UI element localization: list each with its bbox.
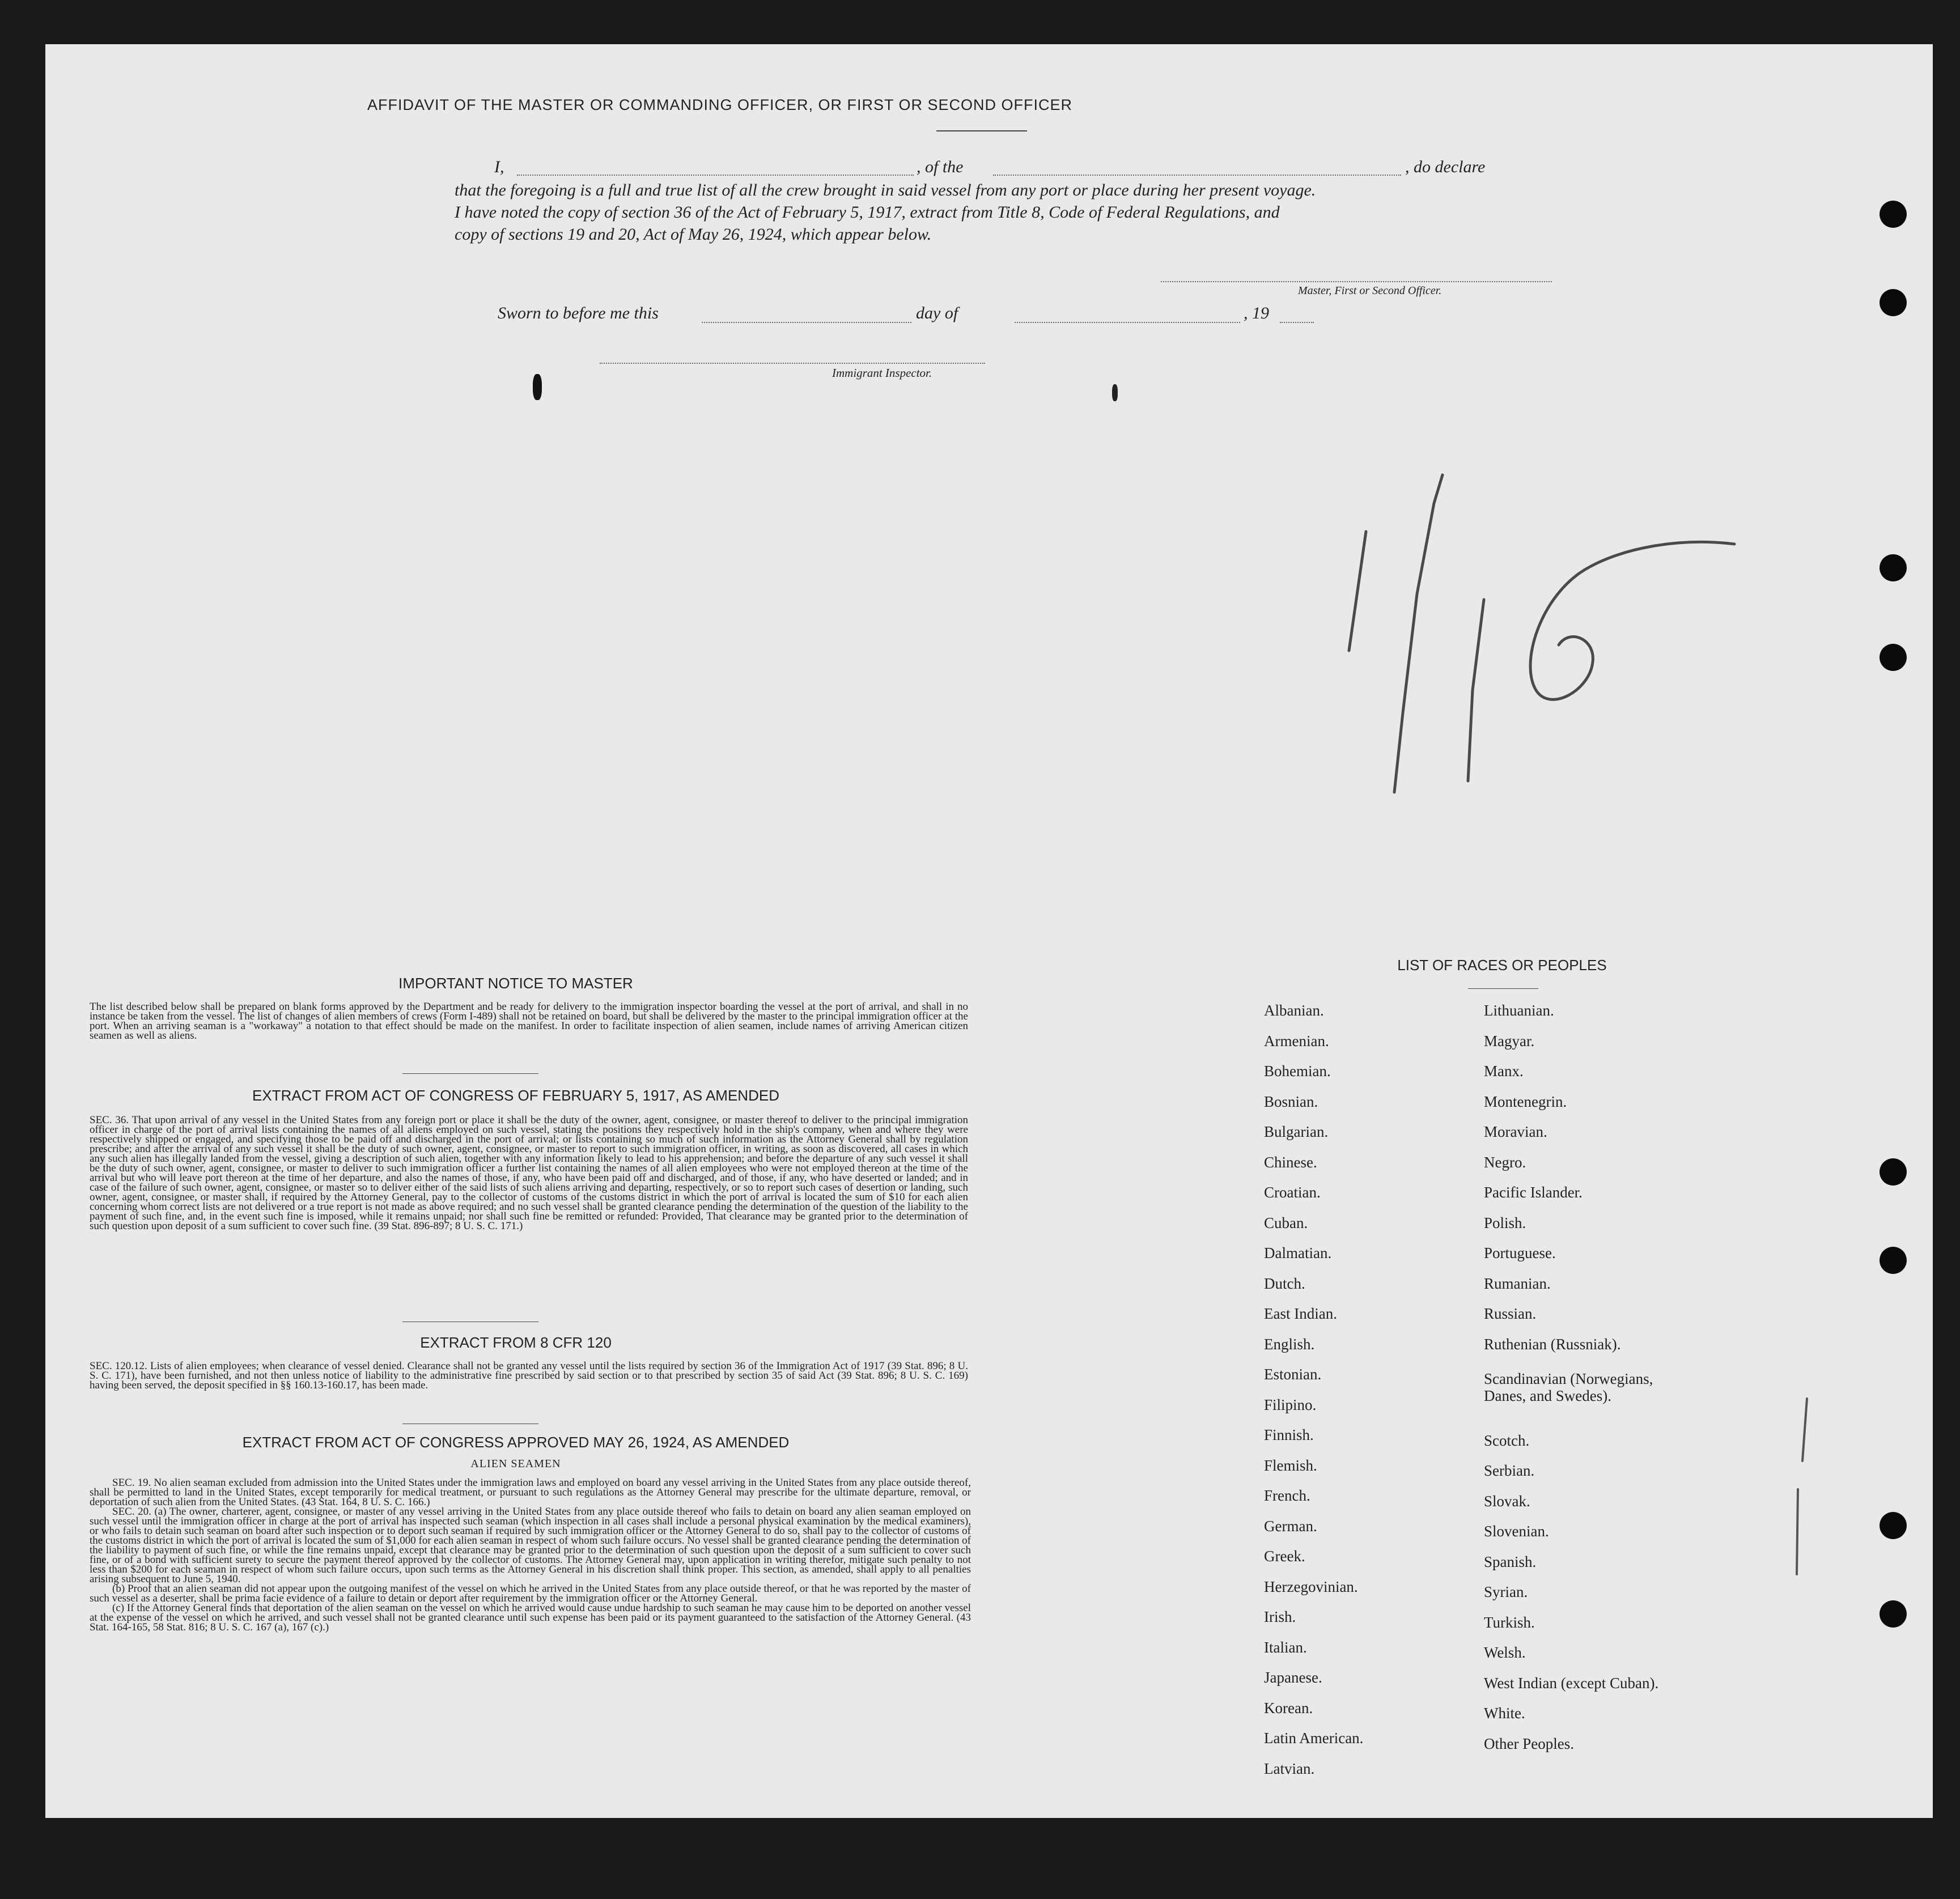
race-item: Latvian. <box>1264 1760 1315 1777</box>
pencil-stroke <box>1394 475 1443 792</box>
ink-mark <box>533 374 542 400</box>
binder-hole <box>1880 554 1907 581</box>
race-item: Other Peoples. <box>1484 1735 1574 1752</box>
affidavit-of-the: , of the <box>917 158 964 176</box>
race-item: Dalmatian. <box>1264 1244 1332 1261</box>
race-item: Bohemian. <box>1264 1063 1331 1080</box>
day-of-label: day of <box>916 304 958 322</box>
notice-title: IMPORTANT NOTICE TO MASTER <box>398 975 633 992</box>
race-item: East Indian. <box>1264 1305 1337 1322</box>
pencil-stroke <box>1468 600 1484 781</box>
race-item: Pacific Islander. <box>1484 1184 1583 1201</box>
affidavit-line-1 <box>494 158 1560 180</box>
race-item: Chinese. <box>1264 1153 1317 1171</box>
inspector-caption: Immigrant Inspector. <box>832 366 932 380</box>
master-caption: Master, First or Second Officer. <box>1298 284 1442 297</box>
race-item: Rumanian. <box>1484 1275 1551 1292</box>
sec-20b: (b) Proof that an alien seaman did not appear upon the outgoing manifest of the vessel on which he arrived in the United States from any place outside thereof, or that he was reported by the master of such vessel as a deserter, shall be prima facie evidence of a failure to detain or deport after requirement by the immigration officer or the Attorney General. <box>90 1583 971 1604</box>
race-item: Ruthenian (Russniak). <box>1484 1335 1621 1353</box>
race-item: White. <box>1484 1705 1525 1722</box>
race-item: English. <box>1264 1335 1315 1353</box>
race-item: Serbian. <box>1484 1462 1535 1480</box>
race-item: Armenian. <box>1264 1032 1329 1050</box>
race-item: Russian. <box>1484 1305 1537 1322</box>
race-item: Welsh. <box>1484 1644 1526 1662</box>
extract-1917-title: EXTRACT FROM ACT OF CONGRESS OF FEBRUARY 5, 1917, AS AMENDED <box>252 1087 779 1104</box>
binder-hole <box>1880 1247 1907 1274</box>
extract-1924-body <box>90 1478 971 1632</box>
race-item: Moravian. <box>1484 1123 1547 1140</box>
title-divider <box>936 130 1027 131</box>
sec-19: SEC. 19. No alien seaman excluded from admission into the United States under the immigration laws and employed on board any vessel arriving in the United States from any place outside thereof, shall be permitted to land in the United States, except temporarily for medical treatment, or pursuant to such regulations as the Attorney General may prescribe for the ultimate departure, removal, or deportation of such alien from the United States. (43 Stat. 164, 8 U. S. C. 166.) <box>90 1477 971 1508</box>
binder-hole <box>1880 289 1907 316</box>
inspector-signature-line <box>600 363 985 364</box>
pencil-stroke <box>1530 542 1734 700</box>
race-item: Greek. <box>1264 1548 1305 1565</box>
race-item: Magyar. <box>1484 1032 1535 1050</box>
sworn-day-blank <box>702 322 911 323</box>
race-item: Japanese. <box>1264 1669 1322 1686</box>
race-item: Albanian. <box>1264 1002 1324 1019</box>
race-item: West Indian (except Cuban). <box>1484 1674 1659 1692</box>
races-divider <box>1468 988 1538 989</box>
race-item: Finnish. <box>1264 1426 1314 1443</box>
race-item: French. <box>1264 1487 1310 1504</box>
race-item: Bulgarian. <box>1264 1123 1329 1140</box>
notice-body: The list described below shall be prepared on blank forms approved by the Department and be ready for delivery to the immigration inspector boarding the vessel at the port of arrival, and shall in no instance be taken from the vessel. The list of changes of alien members of crews (Form I-489) shall not be retained on board, but shall be delivered by the master to the principal immigration officer at the port. When an arriving seaman is a "workaway" a notation to that effect should be made on the manifest. In order to facilitate inspection of alien seamen, include names of arriving American citizen seamen as well as aliens. <box>90 1001 968 1042</box>
race-item: Flemish. <box>1264 1456 1317 1474</box>
race-item: Croatian. <box>1264 1184 1321 1201</box>
vessel-blank <box>993 175 1401 176</box>
sworn-label: Sworn to before me this <box>498 304 659 322</box>
handwritten-notation <box>1281 396 1791 906</box>
race-item: Negro. <box>1484 1153 1526 1171</box>
name-blank <box>517 175 914 176</box>
affidavit-line-3: I have noted the copy of section 36 of the Act of February 5, 1917, extract from Title 8, Code of Federal Regulations, and <box>455 203 1280 222</box>
race-item: Bosnian. <box>1264 1093 1318 1110</box>
binder-hole <box>1880 1600 1907 1628</box>
race-item: Italian. <box>1264 1638 1307 1656</box>
race-item: Montenegrin. <box>1484 1093 1567 1110</box>
master-signature-line <box>1161 281 1552 282</box>
race-item: Irish. <box>1264 1608 1296 1625</box>
race-item: Scandinavian (Norwegians, Danes, and Swedes). <box>1484 1370 1653 1404</box>
extract-cfr-body: SEC. 120.12. Lists of alien employees; when clearance of vessel denied. Clearance shall not be granted any vessel until the lists required by section 36 of the Immigration Act of 1917 (39 Stat. 896; 8 U. S. C. 171), have been furnished, and not then unless notice of liability to the administrative fine prescribed by said section or to that prescribed by section 35 of said Act (39 Stat. 896; 8 U. S. C. 169) having been served, the deposit specified in §§ 160.13-160.17, has been made. <box>90 1360 968 1391</box>
year-label: , 19 <box>1244 304 1269 322</box>
sec-20a: SEC. 20. (a) The owner, charterer, agent, consignee, or master of any vessel arriving in the United States from any place outside thereof who fails to detain on board any alien seaman employed on such vessel until the immigration officer in charge at the port of arrival has inspected such seaman (which inspection in all cases shall include a personal physical examination by the medical examiners), or who fails to detain such seaman on board after such inspection or to deport such seaman if required by such immigration officer or the Attorney General to do so, shall pay to the collector of customs of the customs district in which the port of arrival is located the sum of $1,000 for each alien seaman in respect of whom such failure occurs. No vessel shall be granted clearance pending the determination of the liability to payment of such fine, or while the fine remains unpaid, except that clearance may be granted prior to the determination of such question upon the deposit of a sum sufficient to cover such fine, or of a bond with sufficient surety to secure the payment thereof approved by the collector of customs. The Attorney General may, upon application in writing therefor, mitigate such penalty to not less than $200 for each seaman in respect of whom such failure occurs, upon such terms as the Attorney General in his discretion shall think proper. This section, as amended, shall apply to all penalties arising subsequent to June 5, 1940. <box>90 1506 971 1585</box>
race-item: Syrian. <box>1484 1583 1528 1601</box>
race-item: German. <box>1264 1517 1317 1535</box>
binder-hole <box>1880 644 1907 671</box>
binder-hole <box>1880 201 1907 228</box>
affidavit-title: AFFIDAVIT OF THE MASTER OR COMMANDING OFFICER, OR FIRST OR SECOND OFFICER <box>367 96 1073 113</box>
affidavit-do-declare: , do declare <box>1405 158 1486 176</box>
ink-mark <box>1112 384 1118 401</box>
margin-pencil-mark <box>1791 1393 1814 1586</box>
binder-hole <box>1880 1158 1907 1186</box>
sworn-month-blank <box>1015 322 1240 323</box>
race-item: Estonian. <box>1264 1366 1322 1383</box>
race-item: Scotch. <box>1484 1431 1530 1449</box>
affidavit-line-2: that the foregoing is a full and true list of all the crew brought in said vessel from any port or place during her present voyage. <box>455 181 1316 199</box>
race-item: Latin American. <box>1264 1730 1364 1747</box>
race-item: Portuguese. <box>1484 1244 1556 1261</box>
binder-hole <box>1880 1512 1907 1539</box>
pencil-stroke <box>1349 532 1366 651</box>
race-item: Manx. <box>1484 1063 1524 1080</box>
race-item: Polish. <box>1484 1214 1526 1231</box>
extract-1924-title: EXTRACT FROM ACT OF CONGRESS APPROVED MAY 26, 1924, AS AMENDED <box>242 1434 790 1451</box>
section-divider <box>402 1073 538 1074</box>
race-item: Slovenian. <box>1484 1523 1549 1540</box>
race-item: Dutch. <box>1264 1275 1305 1292</box>
races-title: LIST OF RACES OR PEOPLES <box>1397 957 1607 974</box>
extract-cfr-title: EXTRACT FROM 8 CFR 120 <box>420 1334 612 1351</box>
extract-1917-body: SEC. 36. That upon arrival of any vessel in the United States from any foreign port or place it shall be the duty of the owner, agent, consignee, or master thereof to deliver to the principal immigration officer in charge of the port of arrival lists containing the names of all aliens employed on such vessel, stating the positions they respectively hold in the ship's company, when and where they were respectively shipped or engaged, and specifying those to be paid off and discharged in the port of arrival; or lists containing so much of such information as the Attorney General shall by regulation prescribe; and after the arrival of any such vessel it shall be the duty of such owner, agent, consignee, or master to report to such immigration officer, in writing, as soon as discovered, all cases in which any such alien has illegally landed from the vessel, giving a description of such alien, together with any information likely to lead to his apprehension; and before the departure of any such vessel it shall be the duty of such owner, agent, consignee, or master to deliver to such immigration officer a further list containing the names of all alien employees who were not employed thereon at the time of the arrival but who will leave port thereon at the time of her departure, and also the names of those, if any, who have been paid off and discharged, and of those, if any, who have deserted or landed; and in case of the failure of such owner, agent, consignee, or master so to deliver either of the said lists of such aliens arriving and departing, respectively, or so to report such cases of desertion or landing, such owner, agent, consignee, or master shall, if required by the Attorney General, pay to the collector of customs of the customs district in which the port of arrival is located the sum of $10 for each alien concerning whom correct lists are not delivered or a true report is not made as above required; and no such vessel shall be granted clearance pending the determination of the question of the liability to the payment of such fine, and, in the event such fine is imposed, while it remains unpaid; nor shall such fine be remitted or refunded: Provided, That clearance may be granted prior to the determination of such question upon deposit of a sum sufficient to cover such fine. (39 Stat. 896-897; 8 U. S. C. 171.) <box>90 1114 968 1232</box>
race-item: Cuban. <box>1264 1214 1308 1231</box>
affidavit-i: I, <box>494 158 504 176</box>
race-item: Slovak. <box>1484 1492 1530 1510</box>
sec-20c: (c) If the Attorney General finds that deportation of the alien seaman on the vessel on which he arrived would cause undue hardship to such seaman he may cause him to be deported on another vessel at the expense of the vessel on which he arrived, and such vessel shall not be granted clearance until such expense has been paid or its payment guaranteed to the satisfaction of the Attorney General. (43 Stat. 164-165, 58 Stat. 816; 8 U. S. C. 167 (a), 167 (c).) <box>90 1602 971 1633</box>
race-item: Korean. <box>1264 1699 1313 1717</box>
race-item: Herzegovinian. <box>1264 1578 1358 1595</box>
race-item: Filipino. <box>1264 1396 1317 1413</box>
year-blank <box>1280 322 1314 323</box>
sworn-line <box>498 304 1325 326</box>
race-item: Lithuanian. <box>1484 1002 1554 1019</box>
form-page <box>45 44 1933 1818</box>
affidavit-text <box>455 179 1560 245</box>
extract-1924-subtitle: ALIEN SEAMEN <box>470 1458 561 1470</box>
affidavit-line-4: copy of sections 19 and 20, Act of May 26, 1924, which appear below. <box>455 225 932 244</box>
race-item: Turkish. <box>1484 1613 1535 1631</box>
race-item: Spanish. <box>1484 1553 1537 1570</box>
